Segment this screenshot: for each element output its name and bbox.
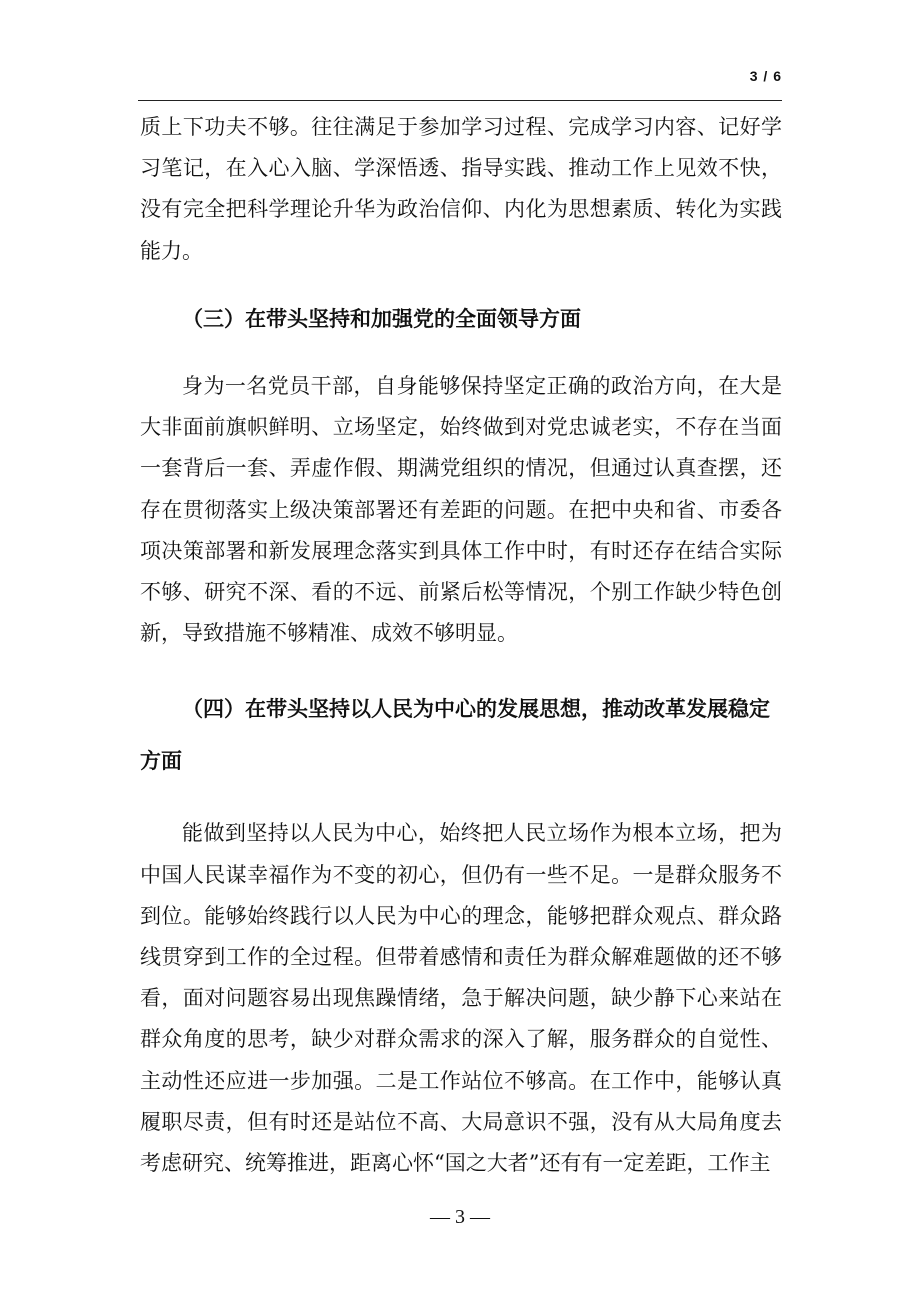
footer-page-number: — 3 — xyxy=(430,1206,490,1228)
page-indicator: 3 / 6 xyxy=(749,68,782,84)
document-body xyxy=(140,107,782,1184)
section-heading-4: （四）在带头坚持以人民为中心的发展思想，推动改革发展稳定方面 xyxy=(140,696,770,774)
body-paragraph-3: 能做到坚持以人民为中心，始终把人民立场作为根本立场，把为中国人民谋幸福作为不变的初心，但仍有一些不足。一是群众服务不到位。能够始终践行以人民为中心的理念，能够把群众观点、群众路线贯穿到工作的全过程。但带着感情和责任为群众解难题做的还不够看，面对问题容易出现焦躁情绪，急于解决问题，缺少静下心来站在群众角度的思考，缺少对群众需求的深入了解，服务群众的自觉性、主动性还应进一步加强。二是工作站位不够高。在工作中，能够认真履职尽责，但有时还是站位不高、大局意识不强，没有从大局角度去考虑研究、统筹推进，距离心怀“国之大者”还有有一定差距，工作主 xyxy=(140,821,782,1176)
header-divider xyxy=(138,100,782,101)
body-paragraph-2: 身为一名党员干部，自身能够保持坚定正确的政治方向，在大是大非面前旗帜鲜明、立场坚定，始终做到对党忠诚老实，不存在当面一套背后一套、弄虚作假、期满党组织的情况，但通过认真查摆，还存在贯彻落实上级决策部署还有差距的问题。在把中央和省、市委各项决策部署和新发展理念落实到具体工作中时，有时还存在结合实际不够、研究不深、看的不远、前紧后松等情况，个别工作缺少特色创新，导致措施不够精准、成效不够明显。 xyxy=(140,374,782,646)
body-paragraph-1: 质上下功夫不够。往往满足于参加学习过程、完成学习内容、记好学习笔记，在入心入脑、学深悟透、指导实践、推动工作上见效不快，没有完全把科学理论升华为政治信仰、内化为思想素质、转化为实践能力。 xyxy=(140,115,782,263)
section-heading-3: （三）在带头坚持和加强党的全面领导方面 xyxy=(182,305,581,331)
